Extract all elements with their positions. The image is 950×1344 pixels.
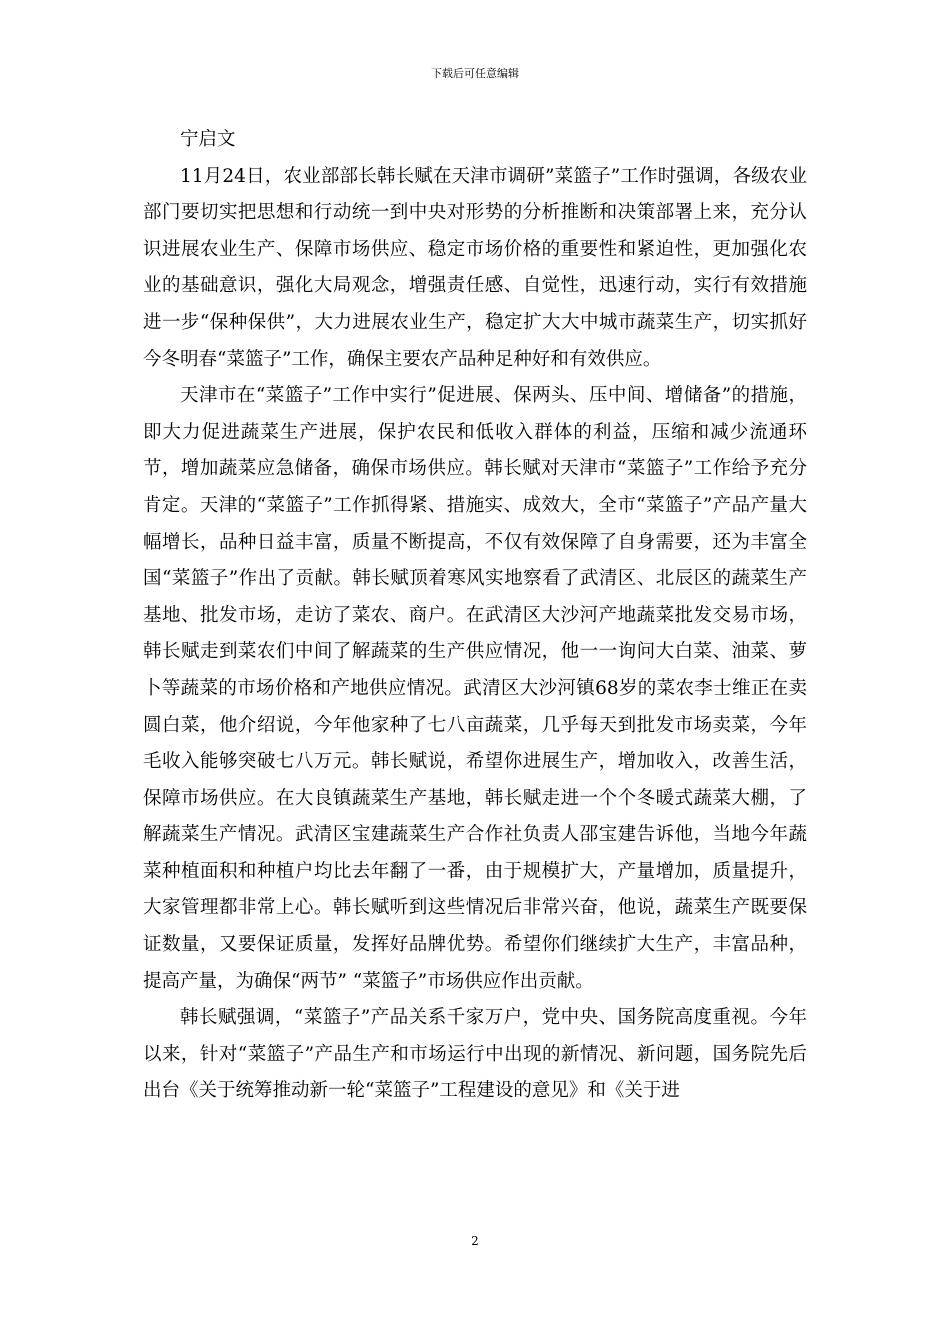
document-body — [143, 122, 807, 1110]
page-header: 下载后可任意编辑 — [431, 67, 519, 80]
paragraph-2: 天津市在“菜篮子”工作中实行”促进展、保两头、压中间、增储备”的措施，即大力促进蔬菜生产进展，保护农民和低收入群体的利益，压缩和减少流通环节，增加蔬菜应急储备，确保市场供应。韩长赋对天津市“菜篮子”工作给予充分肯定。天津的“菜篮子”工作抓得紧、措施实、成效大，全市“菜篮子”产品产量大幅增长，品种日益丰富，质量不断提高，不仅有效保障了自身需要，还为丰富全国“菜篮子”作出了贡献。韩长赋顶着寒风实地察看了武清区、北辰区的蔬菜生产基地、批发市场，走访了菜农、商户。在武清区大沙河产地蔬菜批发交易市场，韩长赋走到菜农们中间了解蔬菜的生产供应情况，他一一询问大白菜、油菜、萝卜等蔬菜的市场价格和产地供应情况。武清区大沙河镇68岁的菜农李士维正在卖圆白菜，他介绍说，今年他家种了七八亩蔬菜，几乎每天到批发市场卖菜，今年毛收入能够突破七八万元。韩长赋说，希望你进展生产，增加收入，改善生活，保障市场供应。在大良镇蔬菜生产基地，韩长赋走进一个个冬暖式蔬菜大棚，了解蔬菜生产情况。武清区宝建蔬菜生产合作社负责人邵宝建告诉他，当地今年蔬菜种植面积和种植户均比去年翻了一番，由于规模扩大，产量增加，质量提升，大家管理都非常上心。韩长赋听到这些情况后非常兴奋，他说，蔬菜生产既要保证数量，又要保证质量，发挥好品牌优势。希望你们继续扩大生产，丰富品种，提高产量，为确保“两节” “菜篮子”市场供应作出贡献。 — [143, 385, 807, 992]
paragraph-1: 11月24日，农业部部长韩长赋在天津市调研”菜篮子”工作时强调，各级农业部门要切实把思想和行动统一到中央对形势的分析推断和决策部署上来，充分认识进展农业生产、保障市场供应、稳定市场价格的重要性和紧迫性，更加强化农业的基础意识，强化大局观念，增强责任感、自觉性，迅速行动，实行有效措施进一步“保种保供”，大力进展农业生产，稳定扩大大中城市蔬菜生产，切实抓好今冬明春“菜篮子”工作，确保主要农产品种足种好和有效供应。 — [143, 165, 807, 370]
page-number: 2 — [471, 1234, 479, 1248]
author-name: 宁启文 — [180, 129, 236, 150]
paragraph-3: 韩长赋强调，“菜篮子”产品关系千家万户，党中央、国务院高度重视。今年以来，针对“菜篮子”产品生产和市场运行中出现的新情况、新问题，国务院先后出台《关于统筹推动新一轮“菜篮子”工程建设的意见》和《关于进 — [143, 1007, 807, 1102]
